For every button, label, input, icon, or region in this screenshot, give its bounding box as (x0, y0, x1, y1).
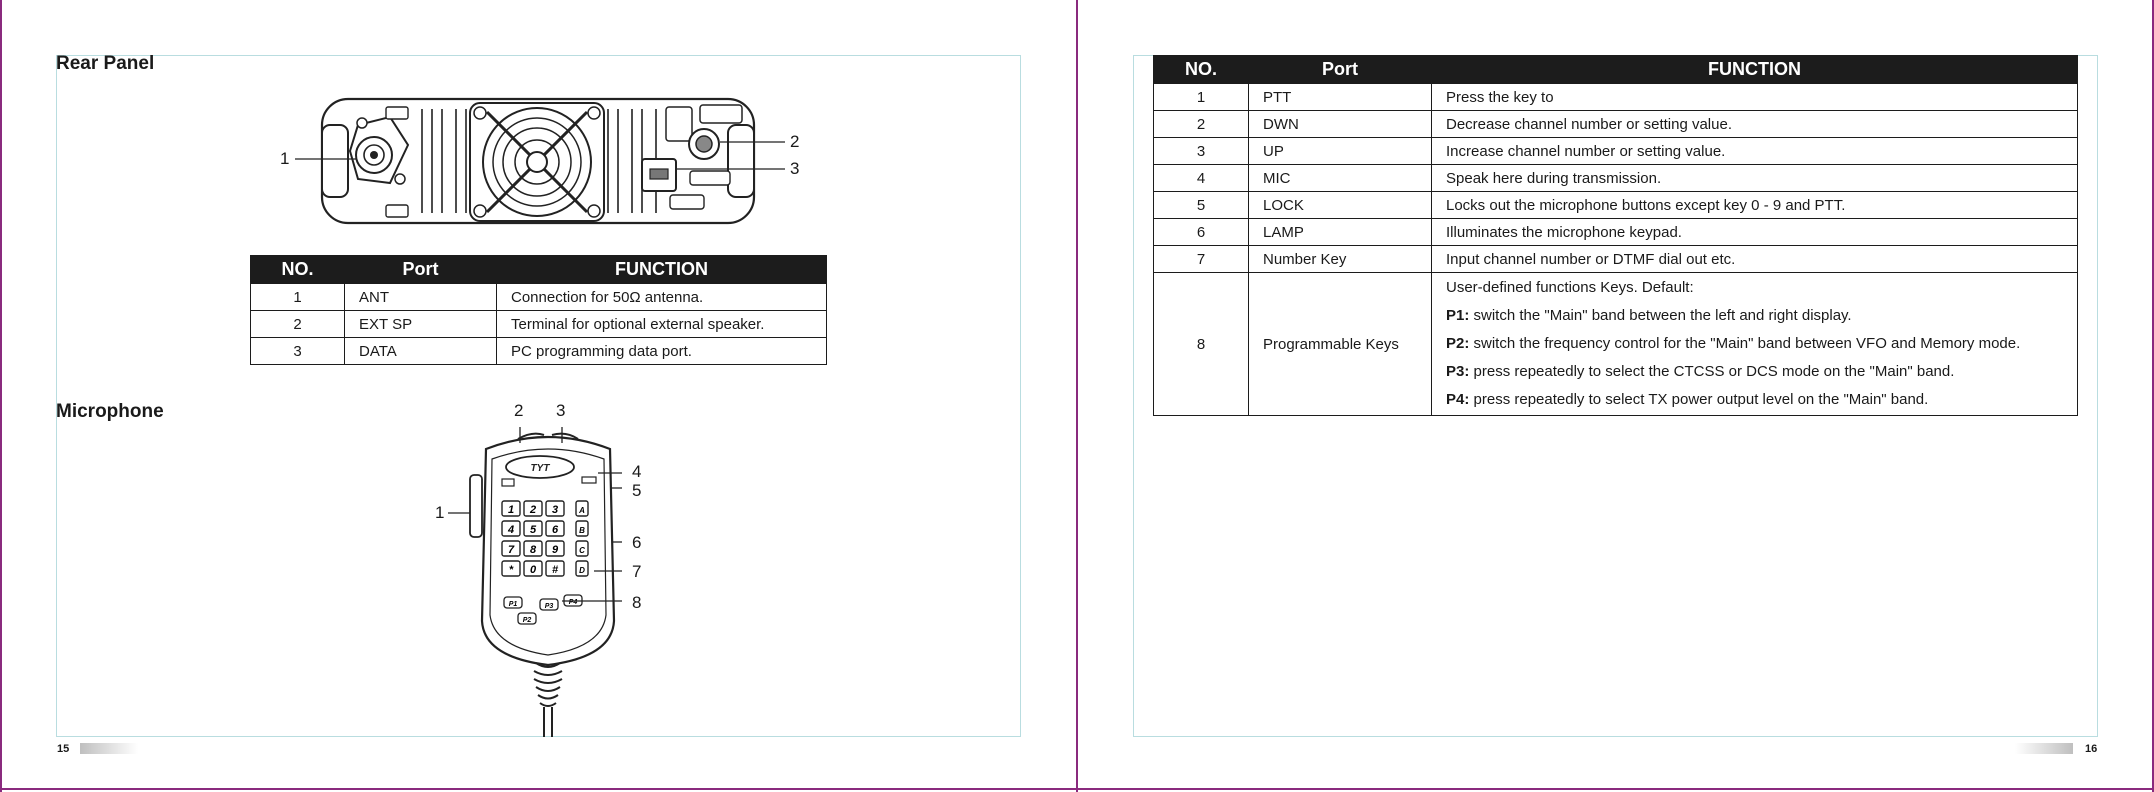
page-number-left: 15 (57, 743, 70, 755)
col-header-function: FUNCTION (497, 256, 827, 284)
cell-function: PC programming data port. (497, 338, 827, 365)
left-page (0, 0, 1076, 792)
keypad-key-label: A (579, 506, 585, 515)
cell-no: 1 (251, 284, 345, 311)
prog-key-label: P3 (544, 603, 554, 610)
prog-key-p4: P4: press repeatedly to select TX power output level on the "Main" band. (1446, 391, 1929, 408)
mic-brand-logo: TYT (530, 463, 550, 474)
rear-callout-3: 3 (790, 159, 800, 178)
rear-callout-1: 1 (280, 149, 290, 168)
cell-port: LOCK (1249, 192, 1432, 219)
table-row (1154, 111, 2078, 138)
page-number-shade-right (2015, 743, 2073, 754)
table-header-row (1154, 56, 2078, 84)
keypad-key-label: 7 (507, 544, 515, 556)
table-row (251, 311, 827, 338)
cell-function: Decrease channel number or setting value. (1432, 111, 2078, 138)
prog-key-p3: P3: press repeatedly to select the CTCSS or DCS mode on the "Main" band. (1446, 363, 1955, 380)
col-header-no: NO. (251, 256, 345, 284)
cell-no: 4 (1154, 165, 1249, 192)
mic-callout-1: 1 (435, 503, 445, 522)
cell-no: 2 (1154, 111, 1249, 138)
rear-panel-illustration (270, 95, 810, 230)
mic-callout-4: 4 (632, 462, 642, 481)
col-header-port: Port (345, 256, 497, 284)
keypad-key-label: * (508, 564, 514, 576)
cell-no: 6 (1154, 219, 1249, 246)
prog-keys-intro: User-defined functions Keys. Default: (1446, 279, 1694, 296)
table-row (1154, 84, 2078, 111)
cell-function: Connection for 50Ω antenna. (497, 284, 827, 311)
mic-callout-8: 8 (632, 593, 642, 612)
cell-function: Input channel number or DTMF dial out etc. (1432, 246, 2078, 273)
col-header-no: NO. (1154, 56, 1249, 84)
table-row (1154, 246, 2078, 273)
mic-callout-5: 5 (632, 481, 642, 500)
cell-port: PTT (1249, 84, 1432, 111)
cell-no: 3 (1154, 138, 1249, 165)
keypad-key-label: 0 (529, 564, 537, 576)
rear-panel-table (250, 255, 827, 365)
cell-function: Terminal for optional external speaker. (497, 311, 827, 338)
table-header-row (251, 256, 827, 284)
keypad-key-label: 5 (529, 524, 537, 536)
cell-no: 1 (1154, 84, 1249, 111)
cell-port: Programmable Keys (1249, 273, 1432, 416)
table-row (1154, 219, 2078, 246)
keypad-key-label: 1 (507, 504, 515, 516)
keypad-key-label: 9 (551, 544, 559, 556)
ext-speaker-jack-icon (689, 129, 719, 159)
cell-no: 7 (1154, 246, 1249, 273)
cell-function: Increase channel number or setting value. (1432, 138, 2078, 165)
keypad-key-label: # (551, 564, 559, 576)
page-number-shade-left (80, 743, 138, 754)
keypad-key-label: 2 (529, 504, 537, 516)
cell-port: DWN (1249, 111, 1432, 138)
keypad-key-label: D (579, 566, 585, 575)
col-header-function: FUNCTION (1432, 56, 2078, 84)
cell-no: 2 (251, 311, 345, 338)
cell-port: ANT (345, 284, 497, 311)
mic-callout-6: 6 (632, 533, 642, 552)
mic-callout-2: 2 (514, 401, 524, 420)
table-row (251, 284, 827, 311)
table-row (1154, 138, 2078, 165)
cell-function: Illuminates the microphone keypad. (1432, 219, 2078, 246)
table-row (1154, 165, 2078, 192)
keypad-key-label: 6 (551, 524, 559, 536)
data-port-icon (642, 159, 676, 191)
col-header-port: Port (1249, 56, 1432, 84)
cell-port: MIC (1249, 165, 1432, 192)
cell-function: Speak here during transmission. (1432, 165, 2078, 192)
page-number-right: 16 (2085, 743, 2098, 755)
cell-port: Number Key (1249, 246, 1432, 273)
keypad-key-label: 3 (551, 504, 559, 516)
rear-panel-title: Rear Panel (56, 53, 155, 74)
microphone-title: Microphone (56, 401, 164, 422)
mic-callout-3: 3 (556, 401, 566, 420)
rear-callout-2: 2 (790, 132, 800, 151)
cell-port: EXT SP (345, 311, 497, 338)
cell-function: Locks out the microphone buttons except key 0 - 9 and PTT. (1432, 192, 2078, 219)
microphone-table (1153, 55, 2078, 416)
cell-function: Press the key to (1432, 84, 2078, 111)
prog-key-p1: P1: switch the "Main" band between the left and right display. (1446, 307, 1852, 324)
prog-key-p2: P2: switch the frequency control for the "Main" band between VFO and Memory mode. (1446, 335, 2021, 352)
keypad-key-label: B (579, 526, 585, 535)
cell-no: 5 (1154, 192, 1249, 219)
keypad-key-label: C (579, 546, 585, 555)
mic-callout-7: 7 (632, 562, 642, 581)
cell-no: 3 (251, 338, 345, 365)
fan-icon (470, 103, 604, 221)
table-row (251, 338, 827, 365)
cell-port: UP (1249, 138, 1432, 165)
cell-function (1432, 273, 2078, 416)
right-page (1078, 0, 2152, 792)
cell-no: 8 (1154, 273, 1249, 416)
prog-key-label: P1 (508, 601, 518, 608)
keypad-key-label: 4 (507, 524, 515, 536)
table-row (1154, 273, 2078, 416)
table-row (1154, 192, 2078, 219)
cell-port: DATA (345, 338, 497, 365)
keypad-key-label: 8 (529, 544, 537, 556)
prog-key-label: P2 (522, 617, 532, 624)
cell-port: LAMP (1249, 219, 1432, 246)
prog-key-label: P4 (568, 599, 578, 606)
